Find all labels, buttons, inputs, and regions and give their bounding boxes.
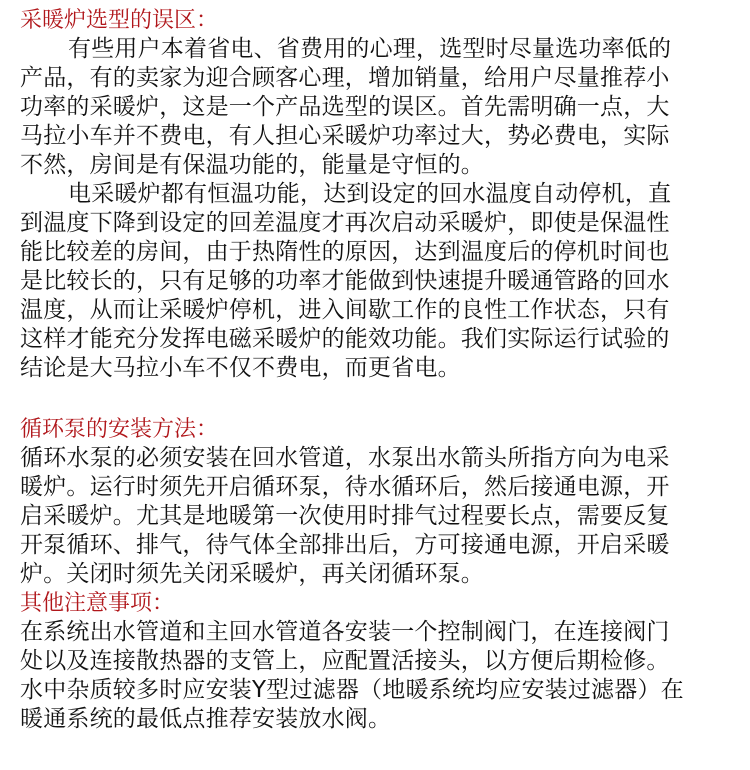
paragraph-line: 功率的采暖炉，这是一个产品选型的误区。首先需明确一点，大 bbox=[20, 94, 670, 120]
paragraph-line: 是比较长的，只有足够的功率才能做到快速提升暖通管路的回水 bbox=[20, 268, 670, 294]
paragraph-line: 启采暖炉。尤其是地暖第一次使用时排气过程要长点，需要反复 bbox=[20, 503, 670, 529]
paragraph-line: 马拉小车并不费电，有人担心采暖炉功率过大，势必费电，实际 bbox=[20, 123, 670, 149]
paragraph-line: 有些用户本着省电、省费用的心理，选型时尽量选功率低的 bbox=[68, 36, 672, 62]
paragraph-line: 暖通系统的最低点推荐安装放水阀。 bbox=[20, 706, 392, 732]
paragraph-line: 不然，房间是有保温功能的，能量是守恒的。 bbox=[20, 152, 484, 178]
section-spacer bbox=[20, 383, 732, 415]
paragraph-line: 暖炉。运行时须先开启循环泵，待水循环后，然后接通电源，开 bbox=[20, 474, 670, 500]
paragraph-line: 温度，从而让采暖炉停机，进入间歇工作的良性工作状态，只有 bbox=[20, 297, 670, 323]
section-heading-other-notes: 其他注意事项： bbox=[20, 591, 175, 616]
paragraph-line: 到温度下降到设定的回差温度才再次启动采暖炉，即使是保温性 bbox=[20, 210, 670, 236]
section-heading-selection-myths: 采暖炉选型的误区： bbox=[20, 8, 219, 33]
paragraph-line: 循环水泵的必须安装在回水管道，水泵出水箭头所指方向为电采 bbox=[20, 445, 670, 471]
paragraph-line: 产品，有的卖家为迎合顾客心理，增加销量，给用户尽量推荐小 bbox=[20, 65, 670, 91]
paragraph-line: 这样才能充分发挥电磁采暖炉的能效功能。我们实际运行试验的 bbox=[20, 326, 670, 352]
paragraph-line: 电采暖炉都有恒温功能，达到设定的回水温度自动停机，直 bbox=[68, 181, 672, 207]
paragraph-line: 能比较差的房间，由于热隋性的原因，达到温度后的停机时间也 bbox=[20, 239, 670, 265]
paragraph-line: 炉。关闭时须先关闭采暖炉，再关闭循环泵。 bbox=[20, 561, 484, 587]
paragraph-line: 水中杂质较多时应安装Y型过滤器（地暖系统均应安装过滤器）在 bbox=[20, 677, 684, 703]
document bbox=[20, 6, 732, 734]
paragraph-line: 处以及连接散热器的支管上，应配置活接头，以方便后期检修。 bbox=[20, 648, 670, 674]
paragraph-line: 开泵循环、排气，待气体全部排出后，方可接通电源，开启采暖 bbox=[20, 532, 670, 558]
section-heading-pump-installation: 循环泵的安装方法： bbox=[20, 417, 219, 442]
paragraph-line: 在系统出水管道和主回水管道各安装一个控制阀门，在连接阀门 bbox=[20, 619, 670, 645]
paragraph-line: 结论是大马拉小车不仅不费电，而更省电。 bbox=[20, 355, 461, 381]
